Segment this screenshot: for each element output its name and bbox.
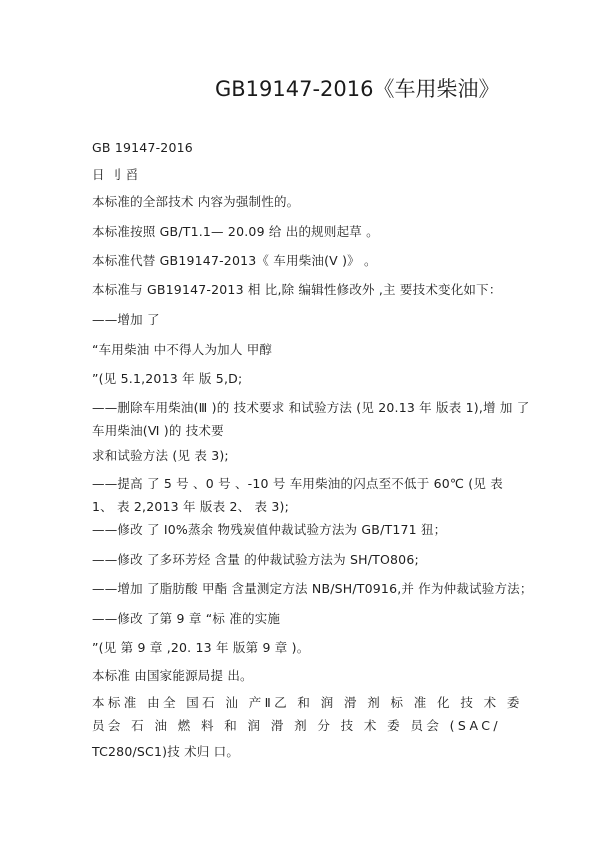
document-title: GB19147-2016《车用柴油》 [215,77,500,101]
paragraph-changes-intro: 本标准与 GB19147-2013 相 比,除 编辑性修改外 ,主 要技术变化如下： [92,282,502,297]
change-item-methanol: “车用柴油 中不得人为加人 甲醇 [92,342,273,357]
change-item-polycyclic-aromatics: ——修改 了多环芳烃 含量 的仲裁试验方法为 SH/TO806; [92,552,419,567]
paragraph-administered-by-cont: TC280/SC1)技 术归 口。 [92,744,240,759]
paragraph-replaces: 本标准代替 GB19147-2013《 车用柴油(Ⅴ )》 。 [92,253,377,268]
change-item-methanol-ref: ”(见 5.1,2013 年 版 5,D; [92,371,243,386]
foreword-heading: 日 刂 舀 [92,167,139,182]
paragraph-drafting-rules: 本标准按照 GB/T1.1— 20.09 给 出的规则起草 。 [92,224,379,239]
paragraph-proposed-by: 本标准 由国家能源局提 出。 [92,668,253,683]
change-item-chapter9-ref: ”(见 第 9 章 ,20. 13 年 版第 9 章 )。 [92,640,310,655]
change-item-carbon-residue: ——修改 了 I0%蒸余 物残炭值仲裁试验方法为 GB/T171 狃； [92,522,447,537]
change-item-fame: ——增加 了脂肪酸 甲酯 含量测定方法 NB/SH/T0916,并 作为仲裁试验方法； [92,581,533,596]
paragraph-mandatory: 本标准的全部技术 内容为强制性的。 [92,194,300,209]
change-item-deleted-requirements: ——删除车用柴油(Ⅲ )的 技术要求 和试验方法 (见 20.13 年 版表 1),增 加 了车用柴油(Ⅵ )的 技术要 [92,400,530,438]
change-item-added: ——增加 了 [92,312,160,327]
change-item-chapter9: ——修改 了第 9 章 “标 准的实施 [92,611,281,626]
standard-number: GB 19147-2016 [92,140,193,155]
change-item-flash-point: ——提高 了 5 号 、0 号 、-10 号 车用柴油的闪点至不低于 60℃ (见 表 1、 表 2,2013 年 版表 2、 表 3); [92,476,503,514]
paragraph-administered-by: 本标准 由全 国石 汕 产Ⅱ乙 和 润 滑 剂 标 准 化 技 术 委 员会 石 油 燃 料 和 润 滑 剂 分 技 术 委 员会 (SAC/ [92,695,523,733]
change-item-deleted-requirements-cont: 求和试验方法 (见 表 3); [92,448,229,463]
